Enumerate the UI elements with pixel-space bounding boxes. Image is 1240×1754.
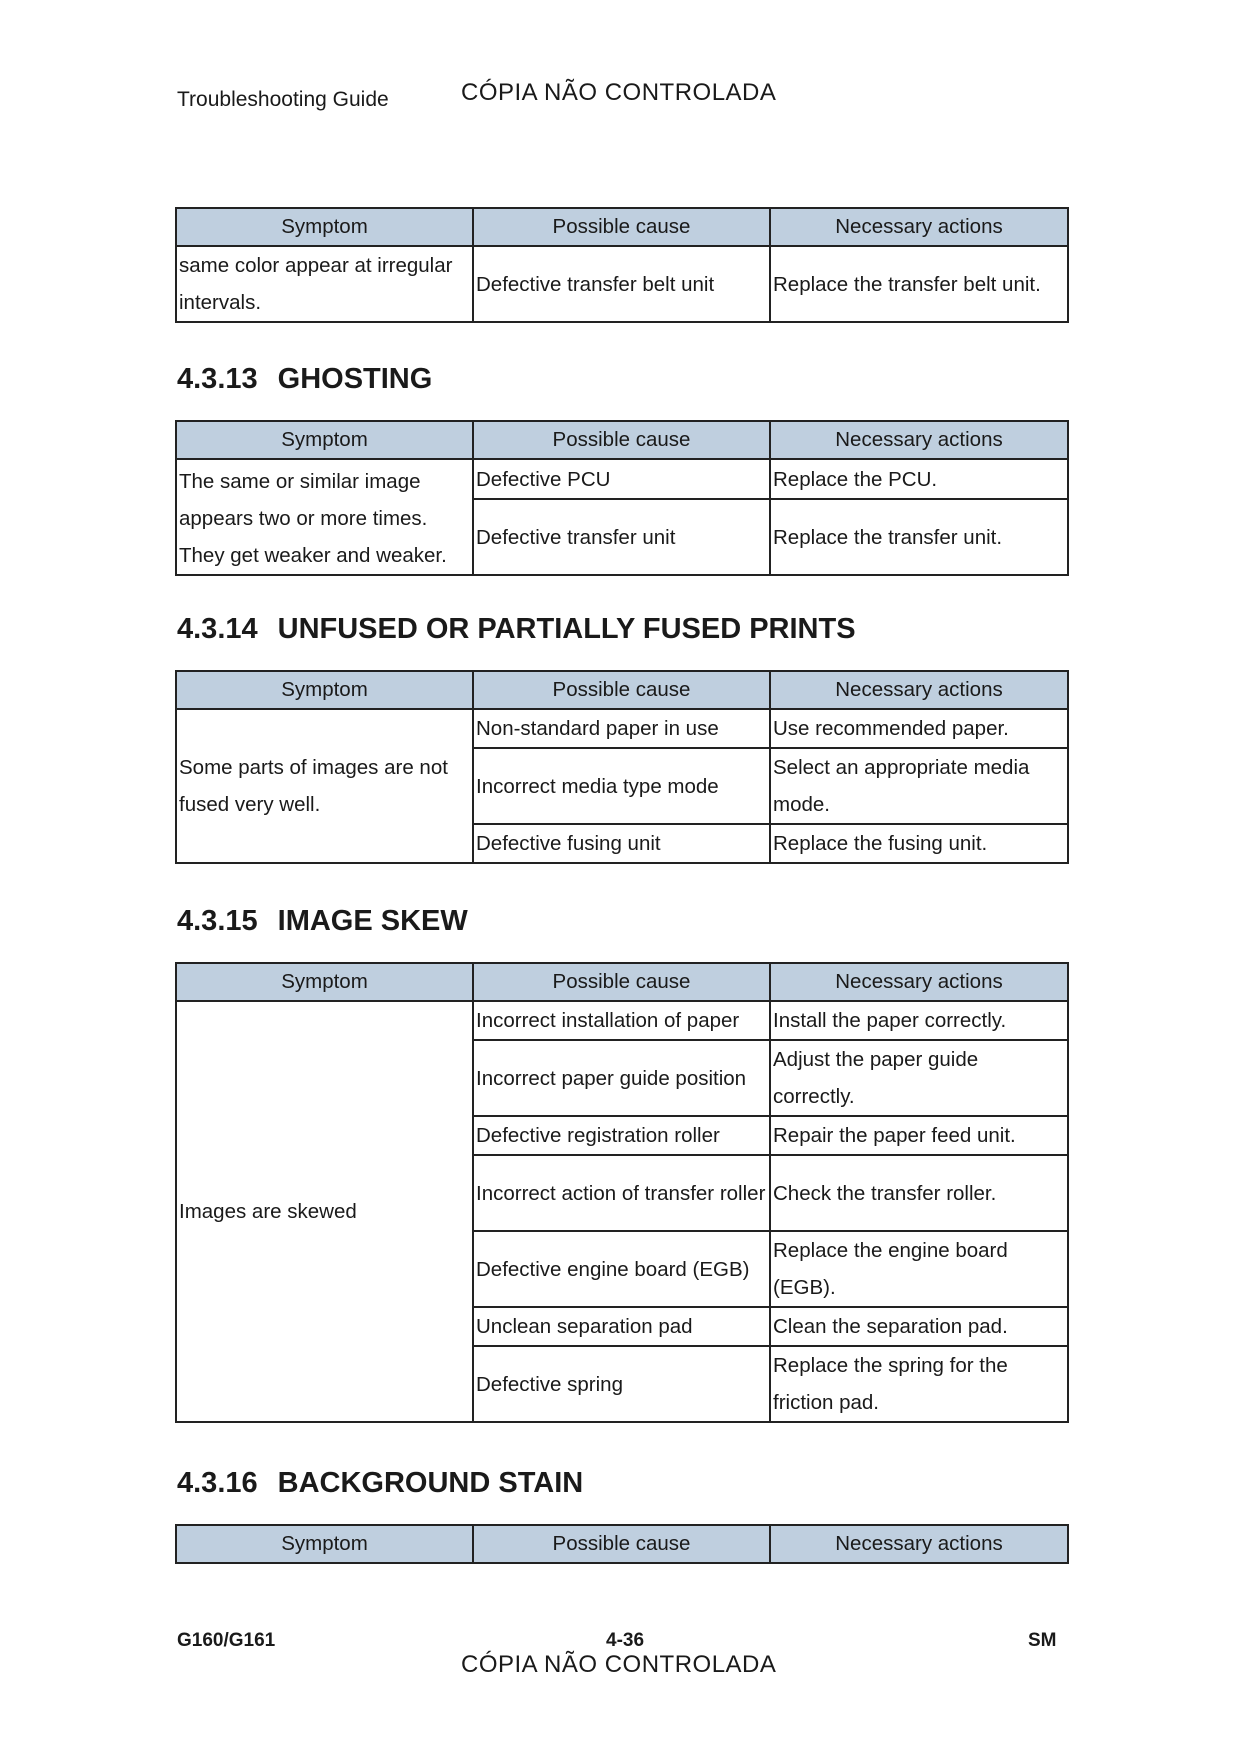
table-header-row — [176, 963, 1068, 1001]
table-row — [176, 459, 1068, 499]
table-row — [176, 246, 1068, 322]
cause-cell: Incorrect installation of paper — [473, 1001, 770, 1040]
section-number: 4.3.13 — [177, 363, 258, 395]
action-cell: Replace the PCU. — [770, 459, 1068, 499]
cause-cell: Defective engine board (EGB) — [473, 1231, 770, 1307]
table-header-row — [176, 421, 1068, 459]
cause-cell: Defective registration roller — [473, 1116, 770, 1155]
section-heading-image-skew — [177, 905, 468, 938]
action-cell: Clean the separation pad. — [770, 1307, 1068, 1346]
action-cell: Replace the fusing unit. — [770, 824, 1068, 863]
footer-page-number: 4-36 — [606, 1630, 645, 1651]
column-header-symptom: Symptom — [176, 671, 473, 709]
table-unfused — [175, 670, 1069, 864]
column-header-action: Necessary actions — [770, 208, 1068, 246]
column-header-cause: Possible cause — [473, 421, 770, 459]
table-row — [176, 709, 1068, 748]
section-heading-ghosting — [177, 363, 432, 396]
column-header-symptom: Symptom — [176, 963, 473, 1001]
column-header-action: Necessary actions — [770, 421, 1068, 459]
table-header-row — [176, 208, 1068, 246]
action-cell: Use recommended paper. — [770, 709, 1068, 748]
section-number: 4.3.15 — [177, 905, 258, 937]
symptom-cell: Images are skewed — [176, 1001, 473, 1422]
table-background-stain — [175, 1524, 1069, 1564]
table-ghosting — [175, 420, 1069, 576]
column-header-symptom: Symptom — [176, 421, 473, 459]
action-cell: Adjust the paper guide correctly. — [770, 1040, 1068, 1116]
footer-manual-code: SM — [1028, 1630, 1057, 1651]
cause-cell: Non-standard paper in use — [473, 709, 770, 748]
column-header-action: Necessary actions — [770, 1525, 1068, 1563]
symptom-cell: Some parts of images are not fused very well. — [176, 709, 473, 863]
cause-cell: Defective transfer belt unit — [473, 246, 770, 322]
action-cell: Select an appropriate media mode. — [770, 748, 1068, 824]
action-cell: Install the paper correctly. — [770, 1001, 1068, 1040]
uncontrolled-copy-stamp-bottom: CÓPIA NÃO CONTROLADA — [461, 1651, 777, 1678]
action-cell: Check the transfer roller. — [770, 1155, 1068, 1231]
column-header-cause: Possible cause — [473, 671, 770, 709]
action-cell: Replace the transfer belt unit. — [770, 246, 1068, 322]
footer-model: G160/G161 — [177, 1630, 276, 1651]
cause-cell: Unclean separation pad — [473, 1307, 770, 1346]
section-title: UNFUSED OR PARTIALLY FUSED PRINTS — [277, 613, 856, 645]
cause-cell: Incorrect action of transfer roller — [473, 1155, 770, 1231]
section-heading-unfused — [177, 613, 856, 646]
action-cell: Replace the engine board (EGB). — [770, 1231, 1068, 1307]
section-number: 4.3.14 — [177, 613, 258, 645]
symptom-cell: same color appear at irregular intervals. — [176, 246, 473, 322]
table-header-row — [176, 1525, 1068, 1563]
action-cell: Repair the paper feed unit. — [770, 1116, 1068, 1155]
column-header-cause: Possible cause — [473, 1525, 770, 1563]
action-cell: Replace the spring for the friction pad. — [770, 1346, 1068, 1422]
table-transfer-belt-continued — [175, 207, 1069, 323]
cause-cell: Incorrect media type mode — [473, 748, 770, 824]
cause-cell: Defective fusing unit — [473, 824, 770, 863]
cause-cell: Incorrect paper guide position — [473, 1040, 770, 1116]
column-header-cause: Possible cause — [473, 963, 770, 1001]
column-header-symptom: Symptom — [176, 1525, 473, 1563]
cause-cell: Defective spring — [473, 1346, 770, 1422]
section-title: BACKGROUND STAIN — [277, 1467, 584, 1499]
symptom-cell: The same or similar image appears two or more times. They get weaker and weaker. — [176, 459, 473, 575]
cause-cell: Defective transfer unit — [473, 499, 770, 575]
column-header-cause: Possible cause — [473, 208, 770, 246]
section-title: IMAGE SKEW — [277, 905, 468, 937]
running-header: Troubleshooting Guide — [177, 88, 389, 111]
column-header-action: Necessary actions — [770, 671, 1068, 709]
table-image-skew — [175, 962, 1069, 1423]
table-header-row — [176, 671, 1068, 709]
section-title: GHOSTING — [277, 363, 433, 395]
column-header-symptom: Symptom — [176, 208, 473, 246]
action-cell: Replace the transfer unit. — [770, 499, 1068, 575]
cause-cell: Defective PCU — [473, 459, 770, 499]
section-heading-background-stain — [177, 1467, 583, 1500]
table-row — [176, 1001, 1068, 1040]
uncontrolled-copy-stamp-top: CÓPIA NÃO CONTROLADA — [461, 79, 777, 106]
column-header-action: Necessary actions — [770, 963, 1068, 1001]
section-number: 4.3.16 — [177, 1467, 258, 1499]
